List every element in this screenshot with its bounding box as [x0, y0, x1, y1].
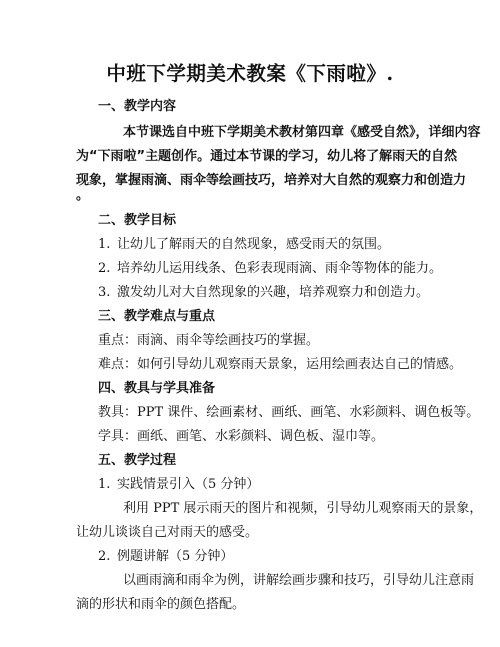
paragraph-line: 现象，掌握雨滴、雨伞等绘画技巧，培养对大自然的观察力和创造力 [76, 173, 467, 188]
list-item [98, 257, 442, 276]
step-label: 实践情景引入（5 分钟） [117, 477, 260, 492]
paragraph-line: 滴的形状和雨伞的颜色搭配。 [76, 597, 246, 612]
list-item-text: 激发幼儿对大自然现象的兴趣，培养观察力和创造力。 [117, 285, 430, 300]
paragraph-line: 让幼儿谈谈自己对雨天的感受。 [76, 525, 259, 540]
paragraph-line: 学具：画纸、画笔、水彩颜料、调色板、湿巾等。 [98, 429, 385, 444]
section-heading-content: 一、教学内容 [98, 99, 177, 114]
step-title [98, 473, 259, 492]
section-heading-materials: 四、教具与学具准备 [98, 381, 216, 396]
list-item-text: 培养幼儿运用线条、色彩表现雨滴、雨伞等物体的能力。 [117, 261, 443, 276]
step-number: 2. [98, 549, 111, 564]
section-heading-objectives: 二、教学目标 [98, 213, 177, 228]
paragraph-line: 。 [76, 188, 90, 203]
list-item [98, 281, 429, 300]
paragraph-line: 为“下雨啦”主题创作。通过本节课的学习，幼儿将了解雨天的自然 [76, 149, 458, 164]
section-heading-focus: 三、教学难点与重点 [98, 309, 216, 324]
list-item-number: 3. [98, 285, 111, 300]
list-item-number: 1. [98, 237, 111, 252]
step-number: 1. [98, 477, 111, 492]
paragraph-line: 教具：PPT 课件、绘画素材、画纸、画笔、水彩颜料、调色板等。 [98, 405, 480, 420]
step-label: 例题讲解（5 分钟） [117, 549, 234, 564]
section-heading-process: 五、教学过程 [98, 453, 177, 468]
list-item-number: 2. [98, 261, 111, 276]
paragraph-line: 以画雨滴和雨伞为例，讲解绘画步骤和技巧，引导幼儿注意雨 [123, 573, 475, 588]
list-item-text: 让幼儿了解雨天的自然现象，感受雨天的氛围。 [117, 237, 391, 252]
paragraph-line: 难点：如何引导幼儿观察雨天景象，运用绘画表达自己的情感。 [98, 357, 463, 372]
paragraph-line: 利用 PPT 展示雨天的图片和视频，引导幼儿观察雨天的景象， [123, 501, 483, 516]
list-item [98, 233, 390, 252]
step-title [98, 545, 233, 564]
paragraph-line: 本节课选自中班下学期美术教材第四章《感受自然》，详细内容 [123, 125, 481, 140]
document-title: 中班下学期美术教案《下雨啦》. [106, 62, 394, 85]
paragraph-line: 重点：雨滴、雨伞等绘画技巧的掌握。 [98, 333, 320, 348]
